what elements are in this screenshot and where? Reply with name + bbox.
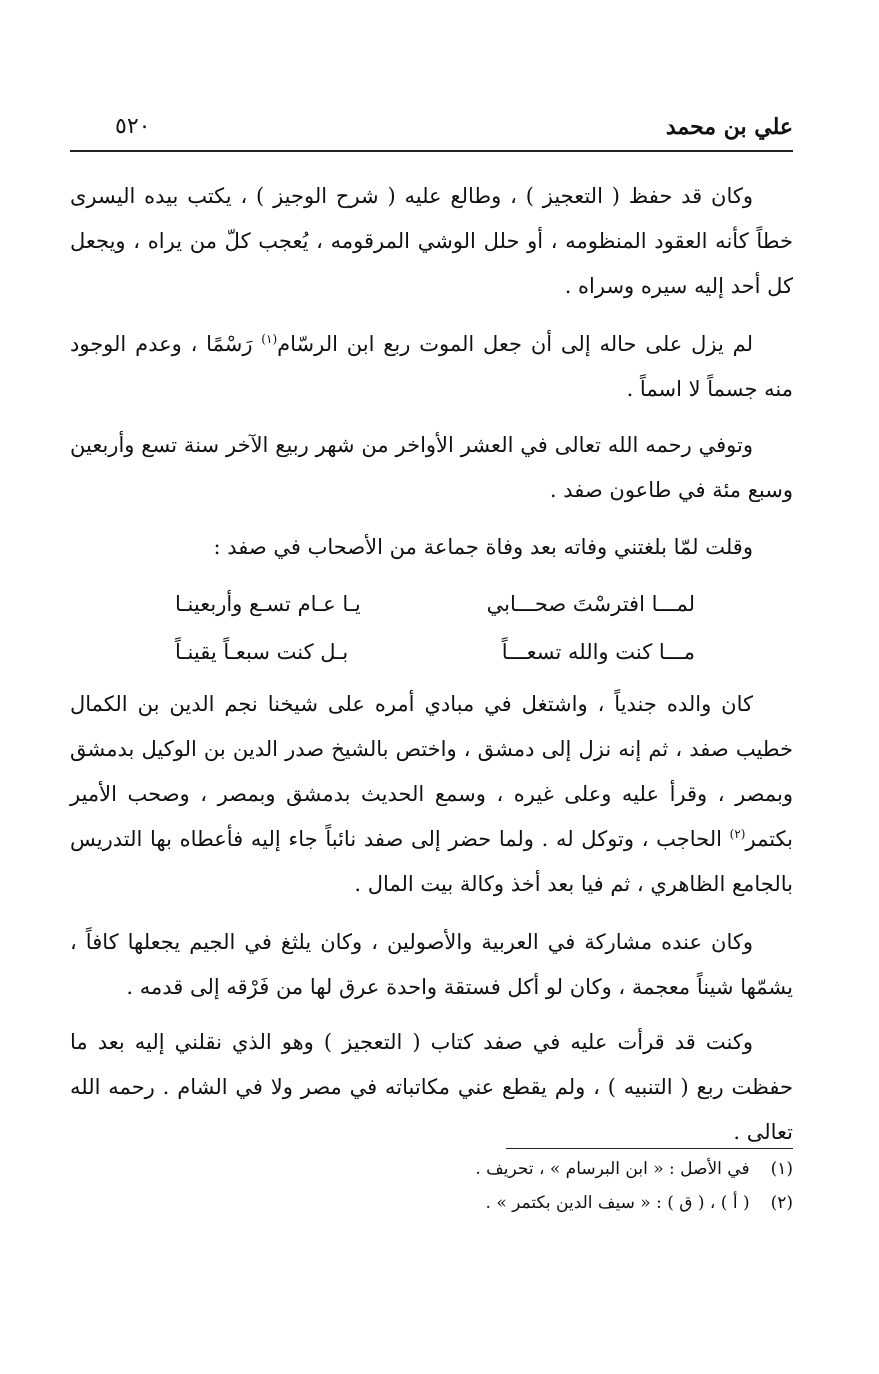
paragraph-2 <box>70 322 793 412</box>
running-title: علي بن محمد <box>665 114 793 140</box>
paragraph-3 <box>70 423 793 513</box>
verse-line <box>175 580 695 628</box>
verse-hemistich-second: يـا عـام تسـع وأربعينـا <box>175 592 361 616</box>
paragraph-text: وكنت قد قرأت عليه في صفد كتاب ( التعجيز ) وهو الذي نقلني إليه بعد ما حفظت ربع ( التنبيه ) ، ولم يقطع عني مكاتباته في مصر ولا في الشام . رحمه الله تعالى . <box>70 1030 793 1144</box>
paragraph-7 <box>70 1020 793 1155</box>
paragraph-text: كان والده جندياً ، واشتغل في مبادي أمره على شيخنا نجم الدين بن الكمال خطيب صفد ، ثم إنه نزل إلى دمشق ، واختص بالشيخ صدر الدين بن الوكيل بدمشق وبمصر ، وقرأ عليه وعلى غيره ، وسمع الحديث بدمشق وبمصر ، وصحب الأمير بكتمر <box>70 692 793 851</box>
footnote-text: ( أ ) ، ( ق ) : « سيف الدين بكتمر » . <box>485 1193 750 1213</box>
paragraph-4 <box>70 525 793 570</box>
paragraph-text: وقلت لمّا بلغتني وفاته بعد وفاة جماعة من الأصحاب في صفد : <box>213 535 753 559</box>
paragraph-1 <box>70 174 793 309</box>
header-rule <box>70 150 793 152</box>
verse-hemistich-second: بـل كنت سبعـاً يقينـاً <box>175 640 349 664</box>
verse-block <box>175 580 695 676</box>
paragraph-text: لم يزل على حاله إلى أن جعل الموت ربع ابن الرسّام <box>277 332 754 356</box>
footnote-marker: (٢) <box>729 827 746 841</box>
footnote-number: (٢) <box>770 1193 793 1213</box>
paragraph-text: وتوفي رحمه الله تعالى في العشر الأواخر من شهر ربيع الآخر سنة تسع وأربعين وسبع مئة في طاعون صفد . <box>70 433 793 502</box>
verse-hemistich-first: مـــا كنت والله تسعـــاً <box>501 640 695 664</box>
footnote-number: (١) <box>770 1159 793 1179</box>
verse-line <box>175 628 695 676</box>
paragraph-text: وكان عنده مشاركة في العربية والأصولين ، وكان يلثغ في الجيم يجعلها كافاً ، يشمّها شيناً معجمة ، وكان لو أكل فستقة واحدة عرق لها من فَرْقه إلى قدمه . <box>70 930 793 999</box>
footnote-text: في الأصل : « ابن البرسام » ، تحريف . <box>475 1159 750 1179</box>
footnote-2 <box>70 1189 793 1217</box>
footnote-marker: (١) <box>261 332 278 346</box>
paragraph-text: رَسْمًا ، وعدم الوجود منه جسماً لا اسماً . <box>70 332 793 401</box>
paragraph-6 <box>70 920 793 1010</box>
footnote-rule <box>506 1148 793 1149</box>
paragraph-5 <box>70 682 793 907</box>
footnote-1 <box>70 1155 793 1183</box>
page-header <box>70 114 793 148</box>
paragraph-text: وكان قد حفظ ( التعجيز ) ، وطالع عليه ( شرح الوجيز ) ، يكتب بيده اليسرى خطاً كأنه العقود المنظومه ، أو حلل الوشي المرقومه ، يُعجب كلّ من يراه ، ويجعل كل أحد إليه سيره وسراه . <box>70 184 793 298</box>
verse-hemistich-first: لمـــا افترسْتَ صحـــابي <box>486 592 695 616</box>
paragraph-text: الحاجب ، وتوكل له . ولما حضر إلى صفد نائباً جاء إليه فأعطاه بها التدريس بالجامع الظاهري ، ثم فيا بعد أخذ وكالة بيت المال . <box>70 827 793 896</box>
page-number: ٥٢٠ <box>115 114 151 139</box>
